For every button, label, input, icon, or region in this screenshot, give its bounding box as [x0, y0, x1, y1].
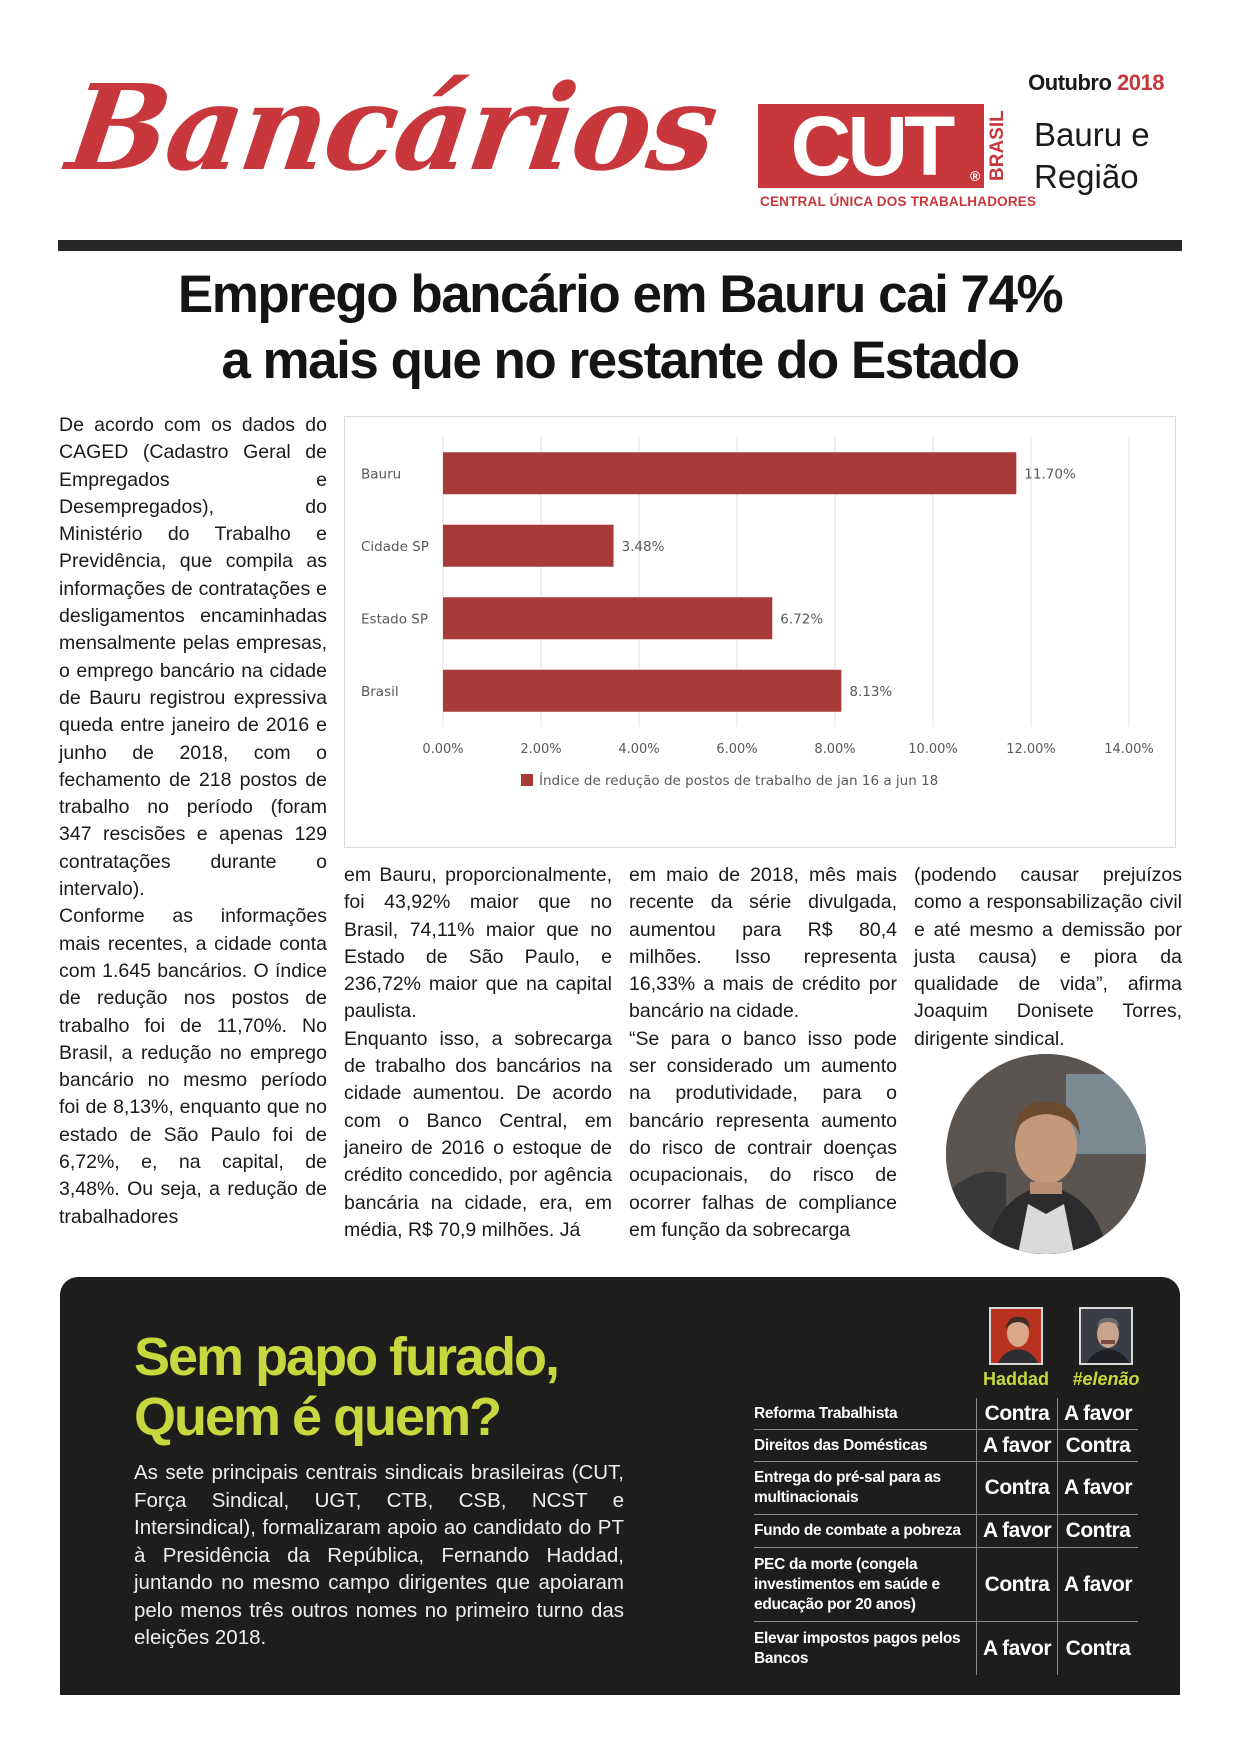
panel-title-line-1: Sem papo furado,	[134, 1327, 559, 1387]
category-label: Estado SP	[361, 611, 428, 628]
issue-label: Entrega do pré-sal para as multinacionais	[754, 1469, 941, 1506]
cut-logo-brasil: BRASIL	[987, 110, 1008, 182]
headline	[60, 262, 1180, 394]
panel-title-line-2: Quem é quem?	[134, 1387, 501, 1447]
vote-haddad: A favor	[976, 1622, 1057, 1675]
table-row	[754, 1622, 1138, 1675]
article-paragraph: em maio de 2018, mês mais recente da série divulgada, aumentou para R$ 80,4 milhões. Isso representa 16,33% a mais de crédito por bancário na cidade.	[629, 864, 897, 1023]
edition-year: 2018	[1117, 70, 1164, 95]
data-label: 3.48%	[621, 538, 665, 555]
cut-logo	[758, 99, 1037, 214]
portrait-photo	[946, 1054, 1146, 1254]
category-label: Bauru	[361, 466, 402, 483]
panel-title	[134, 1327, 558, 1447]
issue-label: Direitos das Domésticas	[754, 1436, 928, 1454]
vote-elenao: A favor	[1057, 1462, 1138, 1514]
masthead	[60, 48, 725, 218]
comparison-panel	[60, 1277, 1180, 1695]
edition-month: Outubro	[1028, 70, 1112, 95]
edition-date	[1028, 70, 1164, 96]
article-paragraph: Enquanto isso, a sobrecarga de trabalho dos bancários na cidade aumentou. De acordo com o Banco Central, em janeiro de 2016 o estoque de crédito concedido, por agência bancária na cidade, era, em média, R$ 70,9 milhões. Já	[344, 1027, 612, 1241]
headline-line-2: a mais que no restante do Estado	[221, 331, 1019, 390]
data-label: 8.13%	[849, 683, 893, 700]
data-label: 6.72%	[780, 611, 824, 628]
article-paragraph: “Se para o banco isso pode ser considerado um aumento na produtividade, para o bancário representa aumento do risco de contrair doenças ocupacionais, do risco de ocorrer falhas de compliance em função da sobrecarga	[629, 1027, 897, 1241]
category-label: Cidade SP	[361, 538, 429, 555]
table-row	[754, 1515, 1138, 1548]
panel-text: As sete principais centrais sindicais brasileiras (CUT, Força Sindical, UGT, CTB, CSB, NCST e Intersindical), formalizaram apoio ao candidato do PT à Presidência da República, Fernando Haddad, juntando no mesmo campo dirigentes que apoiaram pelo menos três outros nomes no primeiro turno das eleições 2018.	[134, 1461, 624, 1649]
article-paragraph: Conforme as informações mais recentes, a cidade conta com 1.645 bancários. O índice de redução nos postos de trabalho foi de 11,70%. No Brasil, a redução no emprego bancário no mesmo período foi de 8,13%, enquanto que no estado de São Paulo foi de 6,72%, e, na capital, de 3,48%. Ou seja, a redução de trabalhadores	[59, 905, 327, 1228]
vote-haddad: Contra	[976, 1548, 1057, 1621]
candidate-name: Haddad	[982, 1369, 1049, 1389]
article-paragraph: De acordo com os dados do CAGED (Cadastro Geral de Empregados e Desempregados), do Ministério do Trabalho e Previdência, que compila as informações de contratações e desligamentos encaminhadas mensalmente pelas empresas, o emprego bancário na cidade de Bauru registrou expressiva queda entre janeiro de 2016 e junho de 2018, com o fechamento de 218 postos de trabalho no período (foram 347 rescisões e apenas 129 contratações durante o intervalo).	[59, 414, 327, 901]
header-divider	[58, 240, 1182, 251]
headline-line-1: Emprego bancário em Bauru cai 74%	[177, 265, 1063, 324]
vote-haddad: Contra	[976, 1398, 1057, 1429]
x-tick-label: 0.00%	[422, 742, 464, 757]
x-tick-label: 4.00%	[618, 742, 660, 757]
masthead-title: Bancários	[60, 58, 725, 197]
candidate-photo	[989, 1307, 1043, 1365]
article-column-1	[59, 412, 327, 1231]
cut-logo-tagline: CENTRAL ÚNICA DOS TRABALHADORES	[760, 194, 1037, 209]
vote-elenao: Contra	[1057, 1515, 1138, 1547]
vote-elenao: Contra	[1057, 1622, 1138, 1675]
bar	[443, 597, 772, 639]
region-line-1: Bauru e	[1034, 116, 1150, 153]
candidate-haddad	[976, 1307, 1056, 1390]
bar-chart-svg	[345, 417, 1177, 849]
issue-label: PEC da morte (congela investimentos em saúde e educação por 20 anos)	[754, 1555, 940, 1613]
category-label: Brasil	[361, 683, 399, 700]
x-tick-label: 14.00%	[1104, 742, 1154, 757]
issue-label: Elevar impostos pagos pelos Bancos	[754, 1629, 961, 1667]
vote-elenao: A favor	[1057, 1548, 1138, 1621]
table-row	[754, 1430, 1138, 1462]
legend-swatch	[521, 774, 533, 786]
x-tick-label: 8.00%	[814, 742, 856, 757]
candidate-name: #elenão	[1072, 1369, 1140, 1389]
table-row	[754, 1462, 1138, 1515]
article-column-2	[344, 862, 612, 1244]
article-paragraph: em Bauru, proporcionalmente, foi 43,92% maior que no Brasil, 74,11% maior que no Estado de São Paulo, e 236,72% maior que na capital paulista.	[344, 864, 612, 1023]
registered-mark: ®	[970, 168, 981, 184]
table-row	[754, 1548, 1138, 1622]
issue-label: Reforma Trabalhista	[754, 1404, 898, 1422]
legend-label: Índice de redução de postos de trabalho de jan 16 a jun 18	[539, 773, 939, 789]
article-paragraph: (podendo causar prejuízos como a responsabilização civil e até mesmo a demissão por justa causa) e piora da qualidade de vida”, afirma Joaquim Donisete Torres, dirigente sindical.	[914, 864, 1182, 1050]
bar-chart	[344, 416, 1176, 848]
article-column-3	[629, 862, 897, 1244]
region-line-2: Região	[1034, 158, 1139, 195]
x-tick-label: 12.00%	[1006, 742, 1056, 757]
candidate-elenao	[1066, 1307, 1146, 1390]
cut-logo-word: CUT	[758, 104, 984, 188]
bar	[443, 525, 614, 567]
vote-haddad: A favor	[976, 1515, 1057, 1547]
region-label	[1034, 114, 1150, 198]
table-row	[754, 1398, 1138, 1430]
vote-elenao: A favor	[1057, 1398, 1138, 1429]
x-tick-label: 10.00%	[908, 742, 958, 757]
vote-haddad: Contra	[976, 1462, 1057, 1514]
x-tick-label: 2.00%	[520, 742, 562, 757]
bar	[443, 670, 841, 712]
data-label: 11.70%	[1024, 466, 1076, 483]
article-column-4	[914, 862, 1182, 1053]
votes-table	[754, 1398, 1138, 1675]
issue-label: Fundo de combate a pobreza	[754, 1522, 961, 1539]
vote-elenao: Contra	[1057, 1430, 1138, 1461]
x-tick-label: 6.00%	[716, 742, 758, 757]
vote-haddad: A favor	[976, 1430, 1057, 1461]
bar	[443, 452, 1016, 494]
candidate-photo	[1079, 1307, 1133, 1365]
